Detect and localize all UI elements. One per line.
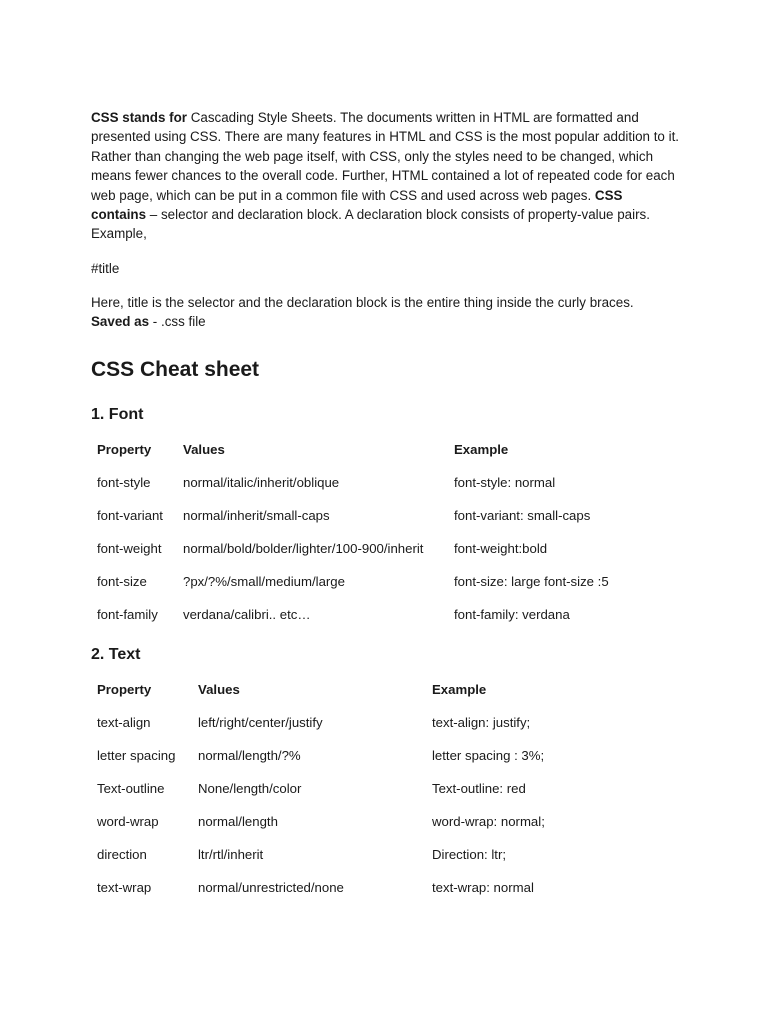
- cell-property: text-wrap: [97, 880, 152, 895]
- cell-values: normal/italic/inherit/oblique: [183, 475, 340, 490]
- intro-body-continued: – selector and declaration block. A declaration block consists of property-value pairs. Example,: [91, 207, 650, 242]
- saved-as-line: [91, 312, 691, 331]
- cell-property: direction: [97, 847, 147, 862]
- saved-as-label: Saved as: [91, 314, 150, 330]
- cell-values: normal/unrestricted/none: [198, 880, 344, 895]
- intro-body: Cascading Style Sheets. The documents written in HTML are formatted and presented using CSS. There are many features in HTML and CSS is the most popular addition to it. Rather than changing the web page itself, with CSS, only the styles need to be changed, which means fewer chances to the overall code. Further, HTML contained a lot of repeated code for each web page, which can be put in a common file with CSS and used across web pages.: [91, 110, 680, 203]
- cell-example: font-size: large font-size :5: [454, 574, 609, 589]
- cell-example: font-style: normal: [454, 475, 556, 490]
- cell-property: font-style: [97, 475, 151, 490]
- cell-example: text-wrap: normal: [432, 880, 534, 895]
- header-example: Example: [432, 682, 487, 697]
- cell-values: ltr/rtl/inherit: [198, 847, 264, 862]
- cell-property: font-weight: [97, 541, 162, 556]
- css-stands-for-label: CSS stands for: [91, 110, 187, 125]
- cell-property: Text-outline: [97, 781, 165, 796]
- cell-example: Text-outline: red: [432, 781, 526, 796]
- selector-explanation: [91, 293, 691, 332]
- cheat-sheet-title: CSS Cheat sheet: [91, 358, 260, 381]
- cell-property: letter spacing: [97, 748, 176, 763]
- selector-example: #title: [91, 261, 120, 276]
- header-values: Values: [183, 442, 225, 457]
- header-example: Example: [454, 442, 509, 457]
- cell-property: font-family: [97, 607, 158, 622]
- cell-example: font-weight:bold: [454, 541, 548, 556]
- cell-values: ?px/?%/small/medium/large: [183, 574, 345, 589]
- header-values: Values: [198, 682, 240, 697]
- cell-property: text-align: [97, 715, 151, 730]
- cell-property: word-wrap: [97, 814, 159, 829]
- cell-values: normal/length/?%: [198, 748, 301, 763]
- cell-values: verdana/calibri.. etc…: [183, 607, 311, 622]
- intro-paragraph: [91, 108, 681, 244]
- selector-explanation-text: Here, title is the selector and the declaration block is the entire thing inside the curly braces.: [91, 295, 634, 310]
- saved-as-value: - .css file: [149, 314, 206, 330]
- cell-example: font-family: verdana: [454, 607, 570, 622]
- header-property: Property: [97, 442, 152, 457]
- cell-values: left/right/center/justify: [198, 715, 323, 730]
- intro-text: [91, 108, 681, 244]
- section-heading-font: 1. Font: [91, 406, 144, 423]
- cell-example: Direction: ltr;: [432, 847, 507, 862]
- cell-example: word-wrap: normal;: [432, 814, 545, 829]
- css-contains-label: CSS contains: [91, 187, 623, 223]
- cell-example: letter spacing : 3%;: [432, 748, 545, 763]
- cell-example: font-variant: small-caps: [454, 508, 591, 523]
- header-property: Property: [97, 682, 152, 697]
- cell-values: normal/inherit/small-caps: [183, 508, 330, 523]
- cell-property: font-size: [97, 574, 147, 589]
- cell-example: text-align: justify;: [432, 715, 531, 730]
- cell-values: normal/bold/bolder/lighter/100-900/inherit: [183, 541, 424, 556]
- section-heading-text: 2. Text: [91, 646, 141, 663]
- cell-property: font-variant: [97, 508, 163, 523]
- cell-values: normal/length: [198, 814, 278, 829]
- cell-values: None/length/color: [198, 781, 302, 796]
